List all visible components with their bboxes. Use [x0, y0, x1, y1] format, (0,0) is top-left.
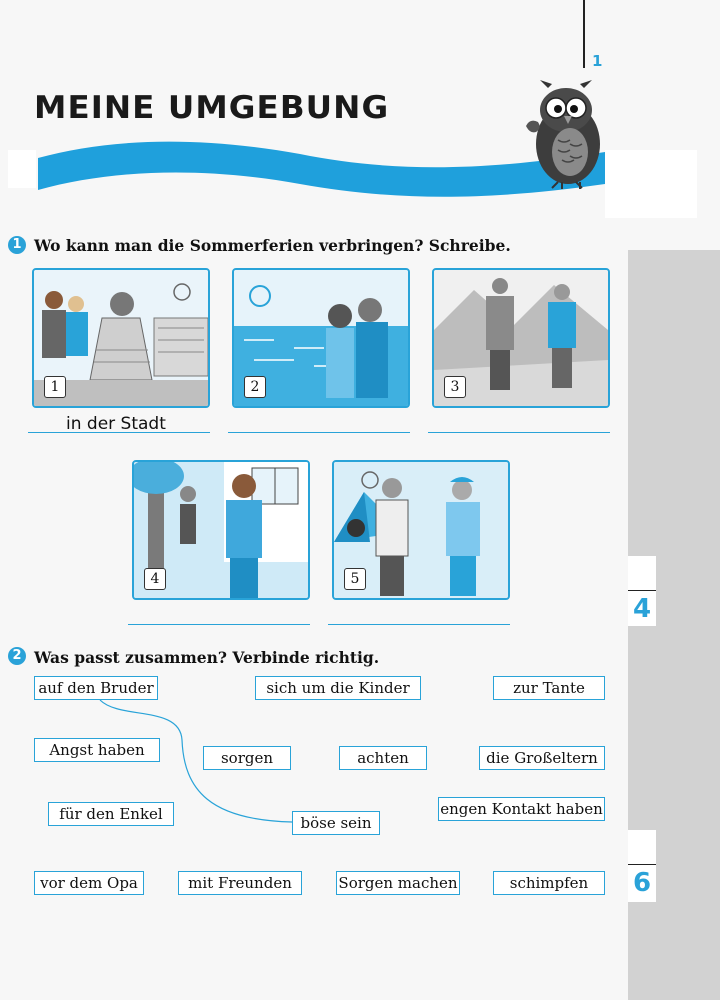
task-instruction: Wo kann man die Sommerferien verbringen? Schreibe.	[34, 236, 511, 255]
word-box[interactable]: sich um die Kinder	[255, 676, 421, 700]
word-box[interactable]: zur Tante	[493, 676, 605, 700]
word-box[interactable]: mit Freunden	[178, 871, 302, 895]
answer-line-4[interactable]	[128, 624, 310, 625]
word-box[interactable]: engen Kontakt haben	[438, 797, 605, 821]
task-number-badge: 2	[8, 647, 26, 665]
word-box[interactable]: achten	[339, 746, 427, 770]
answer-line-2[interactable]	[228, 432, 410, 433]
picture-mountains	[432, 268, 610, 408]
word-box[interactable]: Angst haben	[34, 738, 160, 762]
word-box[interactable]: auf den Bruder	[34, 676, 158, 700]
answer-1-text[interactable]: in der Stadt	[66, 414, 166, 434]
answer-line-1[interactable]	[28, 432, 210, 433]
answer-line-5[interactable]	[328, 624, 510, 625]
word-box[interactable]: sorgen	[203, 746, 291, 770]
word-box[interactable]: die Großeltern	[479, 746, 605, 770]
task-instruction: Was passt zusammen? Verbinde richtig.	[34, 648, 380, 667]
picture-number: 5	[344, 568, 366, 590]
page-number: 1	[592, 52, 603, 70]
word-box[interactable]: für den Enkel	[48, 802, 174, 826]
answer-line-3[interactable]	[428, 432, 610, 433]
header-rule	[583, 0, 585, 68]
picture-number: 4	[144, 568, 166, 590]
picture-sea	[232, 268, 410, 408]
picture-house	[132, 460, 310, 600]
side-tab-label: 4	[632, 594, 652, 624]
side-tab-6[interactable]	[628, 830, 656, 902]
owl-icon	[518, 80, 614, 190]
picture-number: 1	[44, 376, 66, 398]
page-title: MEINE UMGEBUNG	[34, 90, 390, 126]
side-tab-label: 6	[632, 868, 652, 898]
picture-city	[32, 268, 210, 408]
word-box[interactable]: vor dem Opa	[34, 871, 144, 895]
word-box[interactable]: Sorgen machen	[336, 871, 460, 895]
task-number-badge: 1	[8, 236, 26, 254]
word-box[interactable]: schimpfen	[493, 871, 605, 895]
word-box[interactable]: böse sein	[292, 811, 380, 835]
side-tab-4[interactable]	[628, 556, 656, 626]
picture-number: 2	[244, 376, 266, 398]
picture-camping	[332, 460, 510, 600]
picture-number: 3	[444, 376, 466, 398]
